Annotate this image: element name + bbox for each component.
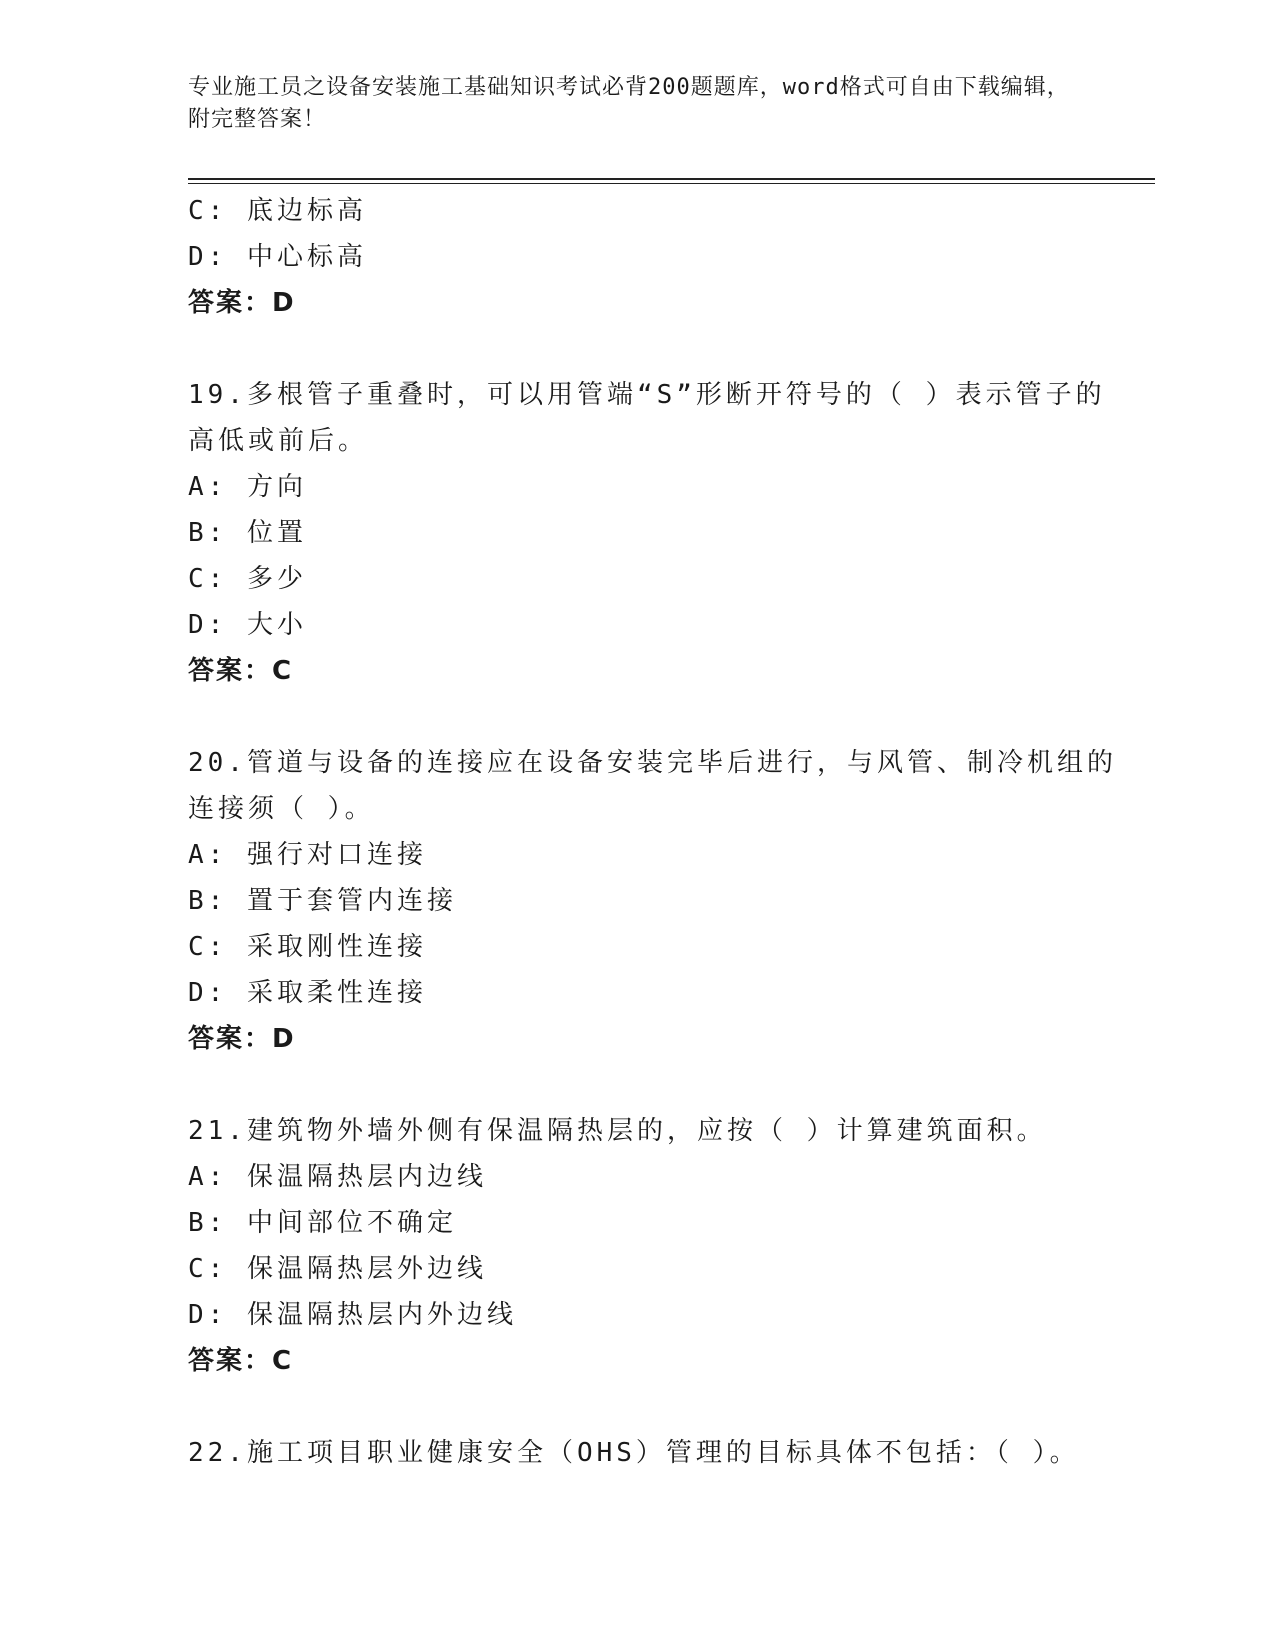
option-line: D: 中心标高 xyxy=(188,242,367,272)
question-text: 19.多根管子重叠时，可以用管端“S”形断开符号的（ ）表示管子的 xyxy=(188,380,1106,410)
option-line: A: 保温隔热层内边线 xyxy=(188,1162,487,1192)
option-line: C: 保温隔热层外边线 xyxy=(188,1254,487,1284)
answer-line: 答案：C xyxy=(188,1346,294,1376)
option-line: C: 采取刚性连接 xyxy=(188,932,427,962)
spacer xyxy=(188,1384,1108,1430)
option-line: B: 中间部位不确定 xyxy=(188,1208,457,1238)
option-line: C: 多少 xyxy=(188,564,307,594)
question-text: 22.施工项目职业健康安全（OHS）管理的目标具体不包括：（ ）。 xyxy=(188,1438,1080,1468)
spacer xyxy=(188,694,1108,740)
option-line: D: 采取柔性连接 xyxy=(188,978,427,1008)
header-divider-thin xyxy=(188,183,1155,184)
answer-line: 答案：D xyxy=(188,288,296,318)
option-line: A: 强行对口连接 xyxy=(188,840,427,870)
option-line: B: 位置 xyxy=(188,518,307,548)
question-text: 高低或前后。 xyxy=(188,426,369,456)
option-line: D: 大小 xyxy=(188,610,307,640)
option-line: B: 置于套管内连接 xyxy=(188,886,457,916)
question-text: 21.建筑物外墙外侧有保温隔热层的，应按（ ）计算建筑面积。 xyxy=(188,1116,1047,1146)
answer-line: 答案：C xyxy=(188,656,294,686)
question-text: 连接须（ ）。 xyxy=(188,794,375,824)
page-header: 专业施工员之设备安装施工基础知识考试必背200题题库，word格式可自由下载编辑，附完整答案！ xyxy=(188,75,1070,132)
spacer xyxy=(188,1062,1108,1108)
option-line: C: 底边标高 xyxy=(188,196,367,226)
header-divider xyxy=(188,178,1155,180)
option-line: A: 方向 xyxy=(188,472,307,502)
spacer xyxy=(188,326,1108,372)
answer-line: 答案：D xyxy=(188,1024,296,1054)
option-line: D: 保温隔热层内外边线 xyxy=(188,1300,517,1330)
question-list xyxy=(188,188,1117,1476)
question-text: 20.管道与设备的连接应在设备安装完毕后进行，与风管、制冷机组的 xyxy=(188,748,1117,778)
